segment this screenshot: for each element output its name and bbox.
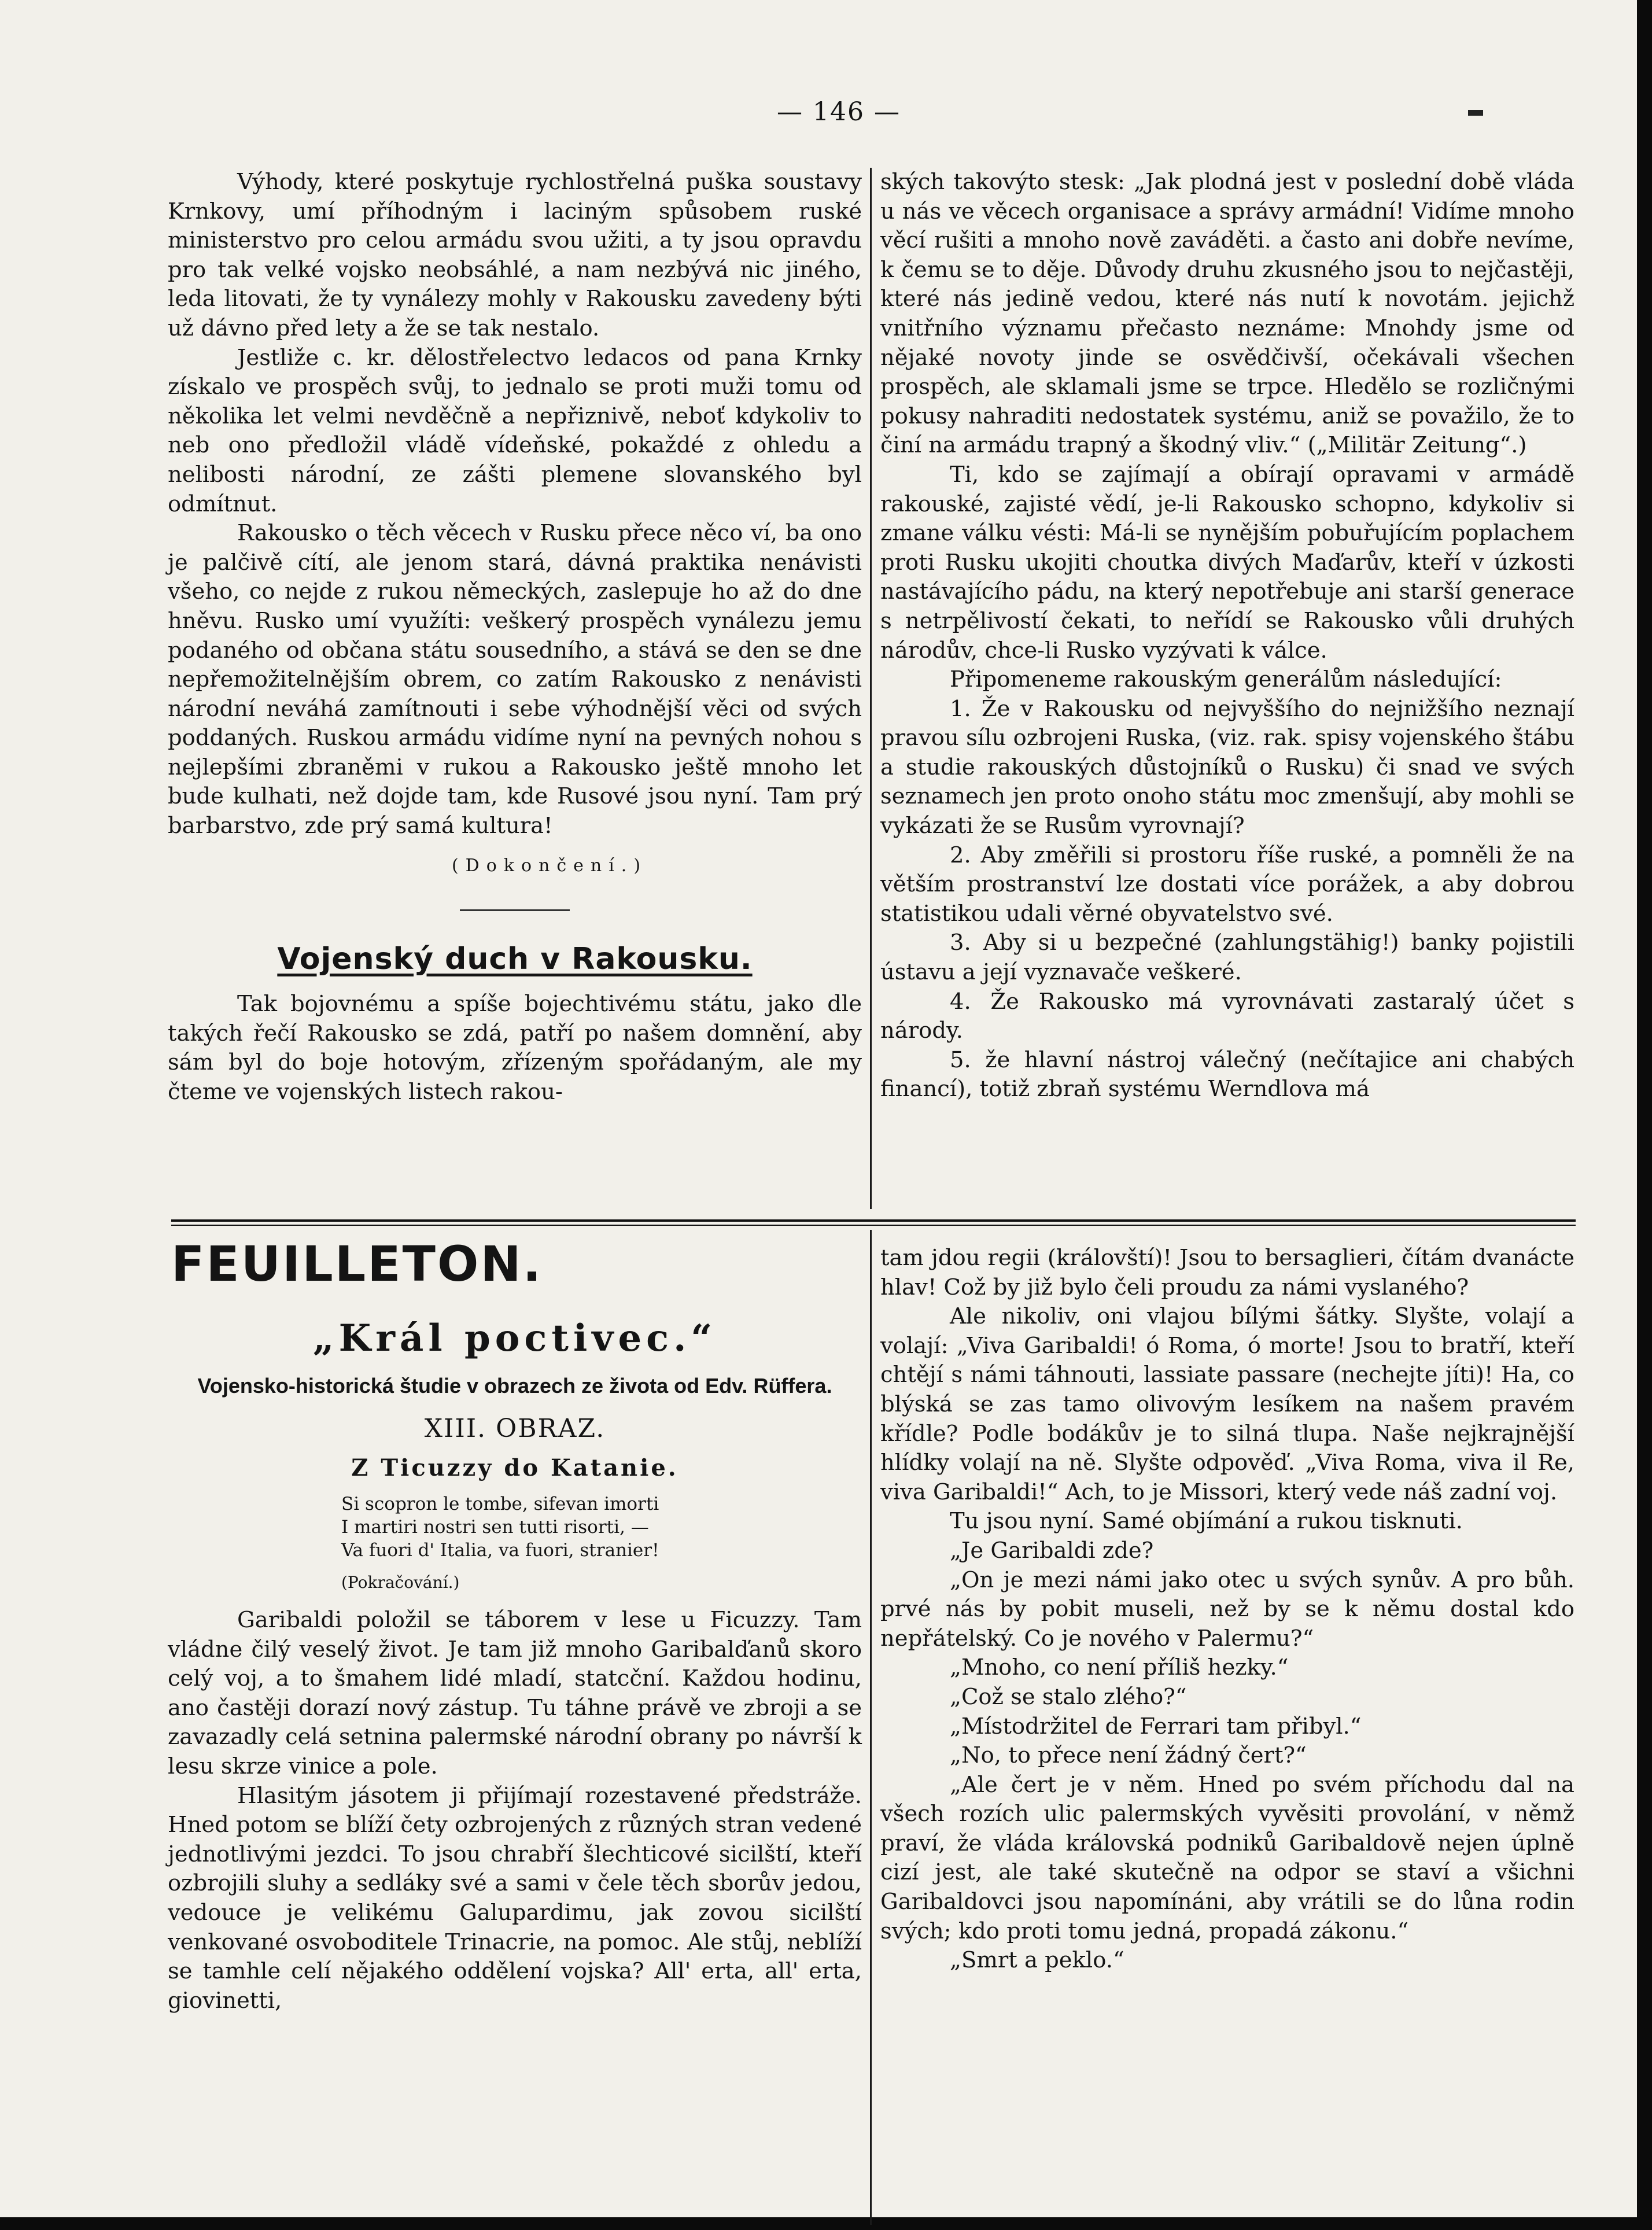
paragraph: Garibaldi položil se táborem v lese u Ficuzzy. Tam vládne čilý veselý život. Je tam již mnoho Garibalďanů skoro celý voj, a to šmahem lidé mladí, statcční. Každou hodinu, ano častěji dorazí nový zástup. Tu táhne právě ve zbroji a se zavazadly celá setnina palermské národní obrany po návrší k lesu skrze vinice a pole.: [168, 1607, 862, 1779]
column-divider-bottom: [870, 1230, 872, 2225]
epigraph: [341, 1492, 862, 1562]
dialogue-line: „Je Garibaldi zde?: [950, 1537, 1154, 1564]
paragraph: Ale nikoliv, oni vlajou bílými šátky. Slyšte, volají a volají: „Viva Garibaldi! ó Roma, ó morte! Jsou to bratří, kteří chtějí s námi táhnouti, lassiate passare (nechejte jíti)! Ha, co blýská se zas tamo olivovým lesíkem na našem pravém křídle? Podle bodákův je to silná tlupa. Naše nejkrajnější hlídky volají na ně. Slyšte odpověď. „Viva Roma, viva il Re, viva Garibaldi!“ Ach, to je Missori, který vede náš zadní voj.: [880, 1303, 1574, 1505]
paragraph: Výhody, které poskytuje rychlostřelná puška soustavy Krnkovy, umí příhodným i laciným spůsobem ruské ministerstvo pro celou armádu svou užiti, a ty jsou opravdu pro tak velké vojsko neobsáhlé, a nam nezbývá nic jiného, leda litovati, že ty vynálezy mohly v Rakousku zavedeny býti už dávno před lety a že se tak nestalo.: [168, 169, 862, 341]
paragraph: Tu jsou nyní. Samé objímání a rukou tisknuti.: [950, 1508, 1463, 1535]
paragraph: Připomeneme rakouským generálům následující:: [950, 666, 1502, 693]
dialogue-line: „Smrt a peklo.“: [950, 1947, 1124, 1974]
paragraph: Hlasitým jásotem ji přijímají rozestavené předstráže. Hned potom se blíží čety ozbrojených z různých stran vedené jednotlivými jezdci. To jsou chrabří šlechticové sicilští, kteří ozbrojili sluhy a sedláky své a sami v čele těch sborův jedou, vedouce je velikému Galupardimu, jak zovou sicilští venkované osvoboditele Trinacrie, na pomoc. Ale stůj, neblíží se tamhle celí nějakého oddělení vojska? All' erta, all' erta, giovinetti,: [168, 1782, 862, 2014]
dialogue-line: „No, to přece není žádný čert?“: [950, 1742, 1307, 1769]
dialogue-line: „Mnoho, co není příliš hezky.“: [950, 1654, 1289, 1681]
epigraph-line: I martiri nostri sen tutti risorti, —: [341, 1517, 649, 1538]
feuilleton-rule: [171, 1219, 1576, 1222]
to-be-concluded-note: (Dokončení.): [451, 855, 648, 876]
edge-mark: [1468, 110, 1483, 116]
paragraph: Rakousko o těch věcech v Rusku přece něco ví, ba ono je palčivě cítí, ale jenom stará, dávná praktika nenávisti všeho, co nejde z rukou německých, zaslepuje ho až do dne hněvu. Rusko umí využíti: veškerý prospěch vynálezu jemu podaného od občana státu sousedního, a stává se den se dne nepřemožitelnějším obrem, co zatím Rakousko z nenávisti národní neváhá zamítnouti i sebe výhodnější věci od svých poddaných. Ruskou armádu vidíme nyní na pevných nohou s nejlepšími zbraněmi v rukou a Rakousko ještě mnoho let bude kulhati, než dojde tam, kde Rusové jsou nyní. Tam prý barbarstvo, zde prý samá kultura!: [168, 520, 862, 839]
chapter-title: Z Ticuzzy do Katanie.: [351, 1454, 679, 1481]
page-number: — 146 —: [777, 97, 901, 127]
list-item: 4. Že Rakousko má vyrovnávati zastaralý účet s národy.: [880, 988, 1574, 1044]
epigraph-line: Va fuori d' Italia, va fuori, stranier!: [341, 1540, 659, 1561]
section-separator: [460, 909, 570, 911]
serial-title: „Král poctivec.“: [312, 1317, 717, 1360]
paragraph: ských takovýto stesk: „Jak plodná jest v poslední době vláda u nás ve věcech organisace a správy armádní! Vidíme mnoho věcí rušiti a mnoho nově zaváděti. a často ani dobře nevíme, k čemu se to děje. Důvody druhu zkusného jsou to nejčastěji, které nás jedině vedou, které nás nutí k novotám. jejichž vnitřního významu přečasto neznáme: Mnohdy jsme od nějaké novoty jinde se osvědčivší, očekávali všechen prospěch, ale sklamali jsme se trpce. Hledělo se rozličnými pokusy nahraditi nedostatek systému, aniž se považilo, že to činí na armádu trapný a škodný vliv.“ („Militär Zeitung“.): [880, 169, 1574, 459]
continued-note: (Pokračování.): [341, 1573, 460, 1592]
article-column-left: [168, 168, 862, 1203]
serial-subtitle: Vojensko-historická študie v obrazech ze života od Edv. Rüffera.: [197, 1374, 832, 1398]
paragraph: Jestliže c. kr. dělostřelectvo ledacos od pana Krnky získalo ve prospěch svůj, to jednalo se proti muži tomu od několika let velmi nevděčně a nepřiznivě, neboť kdykoliv to neb ono předložil vládě vídeňské, pokaždé z ohledu a nelibosti národní, ze zášti plemene slovanského byl odmítnut.: [168, 344, 862, 517]
list-item: 2. Aby změřili si prostoru říše ruské, a pomněli že na větším prostranství lze dostati více porážek, a aby dobrou statistikou udali věrné obyvatelstvo své.: [880, 842, 1574, 927]
list-item: 1. Že v Rakousku od nejvyššího do nejnižšího neznají pravou sílu ozbrojeni Ruska, (viz. rak. spisy vojenského štábu a studie rakouských důstojníků o Rusku) či snad ve svých seznamech jen proto onoho státu moc zmenšují, aby mohli se vykázati že se Rusům vyrovnají?: [880, 695, 1574, 839]
dialogue-line: „Místodržitel de Ferrari tam přibyl.“: [950, 1713, 1362, 1739]
epigraph-line: Si scopron le tombe, sifevan imorti: [341, 1494, 659, 1514]
list-item: 5. že hlavní nástroj válečný (nečítajice ani chabých financí), totiž zbraň systému Werndlova má: [880, 1046, 1574, 1103]
feuilleton-column-left: [168, 1232, 862, 2216]
paragraph: Tak bojovnému a spíše bojechtivému státu, jako dle takých řečí Rakousko se zdá, patří po našem domnění, aby sám byl do boje hotovým, zřízeným spořádaným, ale my čteme ve vojenských listech rakou-: [168, 991, 862, 1105]
chapter-number: XIII. OBRAZ.: [424, 1414, 606, 1443]
dialogue-line: „Ale čert je v něm. Hned po svém příchodu dal na všech rozích ulic palermských vyvěsiti provolání, v němž praví, že vláda královská podniků Garibaldově nejen úplně cizí jest, ale také skutečně na odpor se staví a všichni Garibaldovci jsou napomínáni, aby vrátili se do lůna rodin svých; kdo proti tomu jedná, propadá zákonu.“: [880, 1771, 1574, 1944]
article-column-right: [880, 168, 1574, 1203]
list-item: 3. Aby si u bezpečné (zahlungstähig!) banky pojistili ústavu a její vyznavače veškeré.: [880, 930, 1574, 986]
column-divider-top: [870, 168, 872, 1209]
scan-edge-right: [1637, 0, 1652, 2230]
feuilleton-column-right: [880, 1244, 1574, 2216]
paragraph: Ti, kdo se zajímají a obírají opravami v armádě rakouské, zajisté vědí, je-li Rakousko schopno, kdykoliv si zmane válku vésti: Má-li se nynějším pobuřujícím poplachem proti Rusku ukojiti choutka divých Maďarův, kteří v úzkosti nastávajícího pádu, na který nepotřebuje ani starší generace s netrpělivostí čekati, to neřídí se Rakousko vůli druhých národův, chce-li Rusko vyzývati k válce.: [880, 461, 1574, 664]
feuilleton-rule-thin: [171, 1225, 1576, 1226]
dialogue-line: „Což se stalo zlého?“: [950, 1683, 1187, 1710]
dialogue-line: „On je mezi námi jako otec u svých synův. A pro bůh. prvé nás by pobit museli, než by se k němu dostal kdo nepřátelský. Co je nového v Palermu?“: [880, 1566, 1574, 1652]
feuilleton-label: FEUILLETON.: [171, 1236, 543, 1292]
scan-edge-bottom: [0, 2217, 1652, 2230]
article-heading: Vojenský duch v Rakousku.: [277, 942, 753, 977]
paragraph: tam jdou regii (královští)! Jsou to bersaglieri, čítám dvanácte hlav! Což by již bylo čeli proudu za námi vyslaného?: [880, 1245, 1574, 1300]
